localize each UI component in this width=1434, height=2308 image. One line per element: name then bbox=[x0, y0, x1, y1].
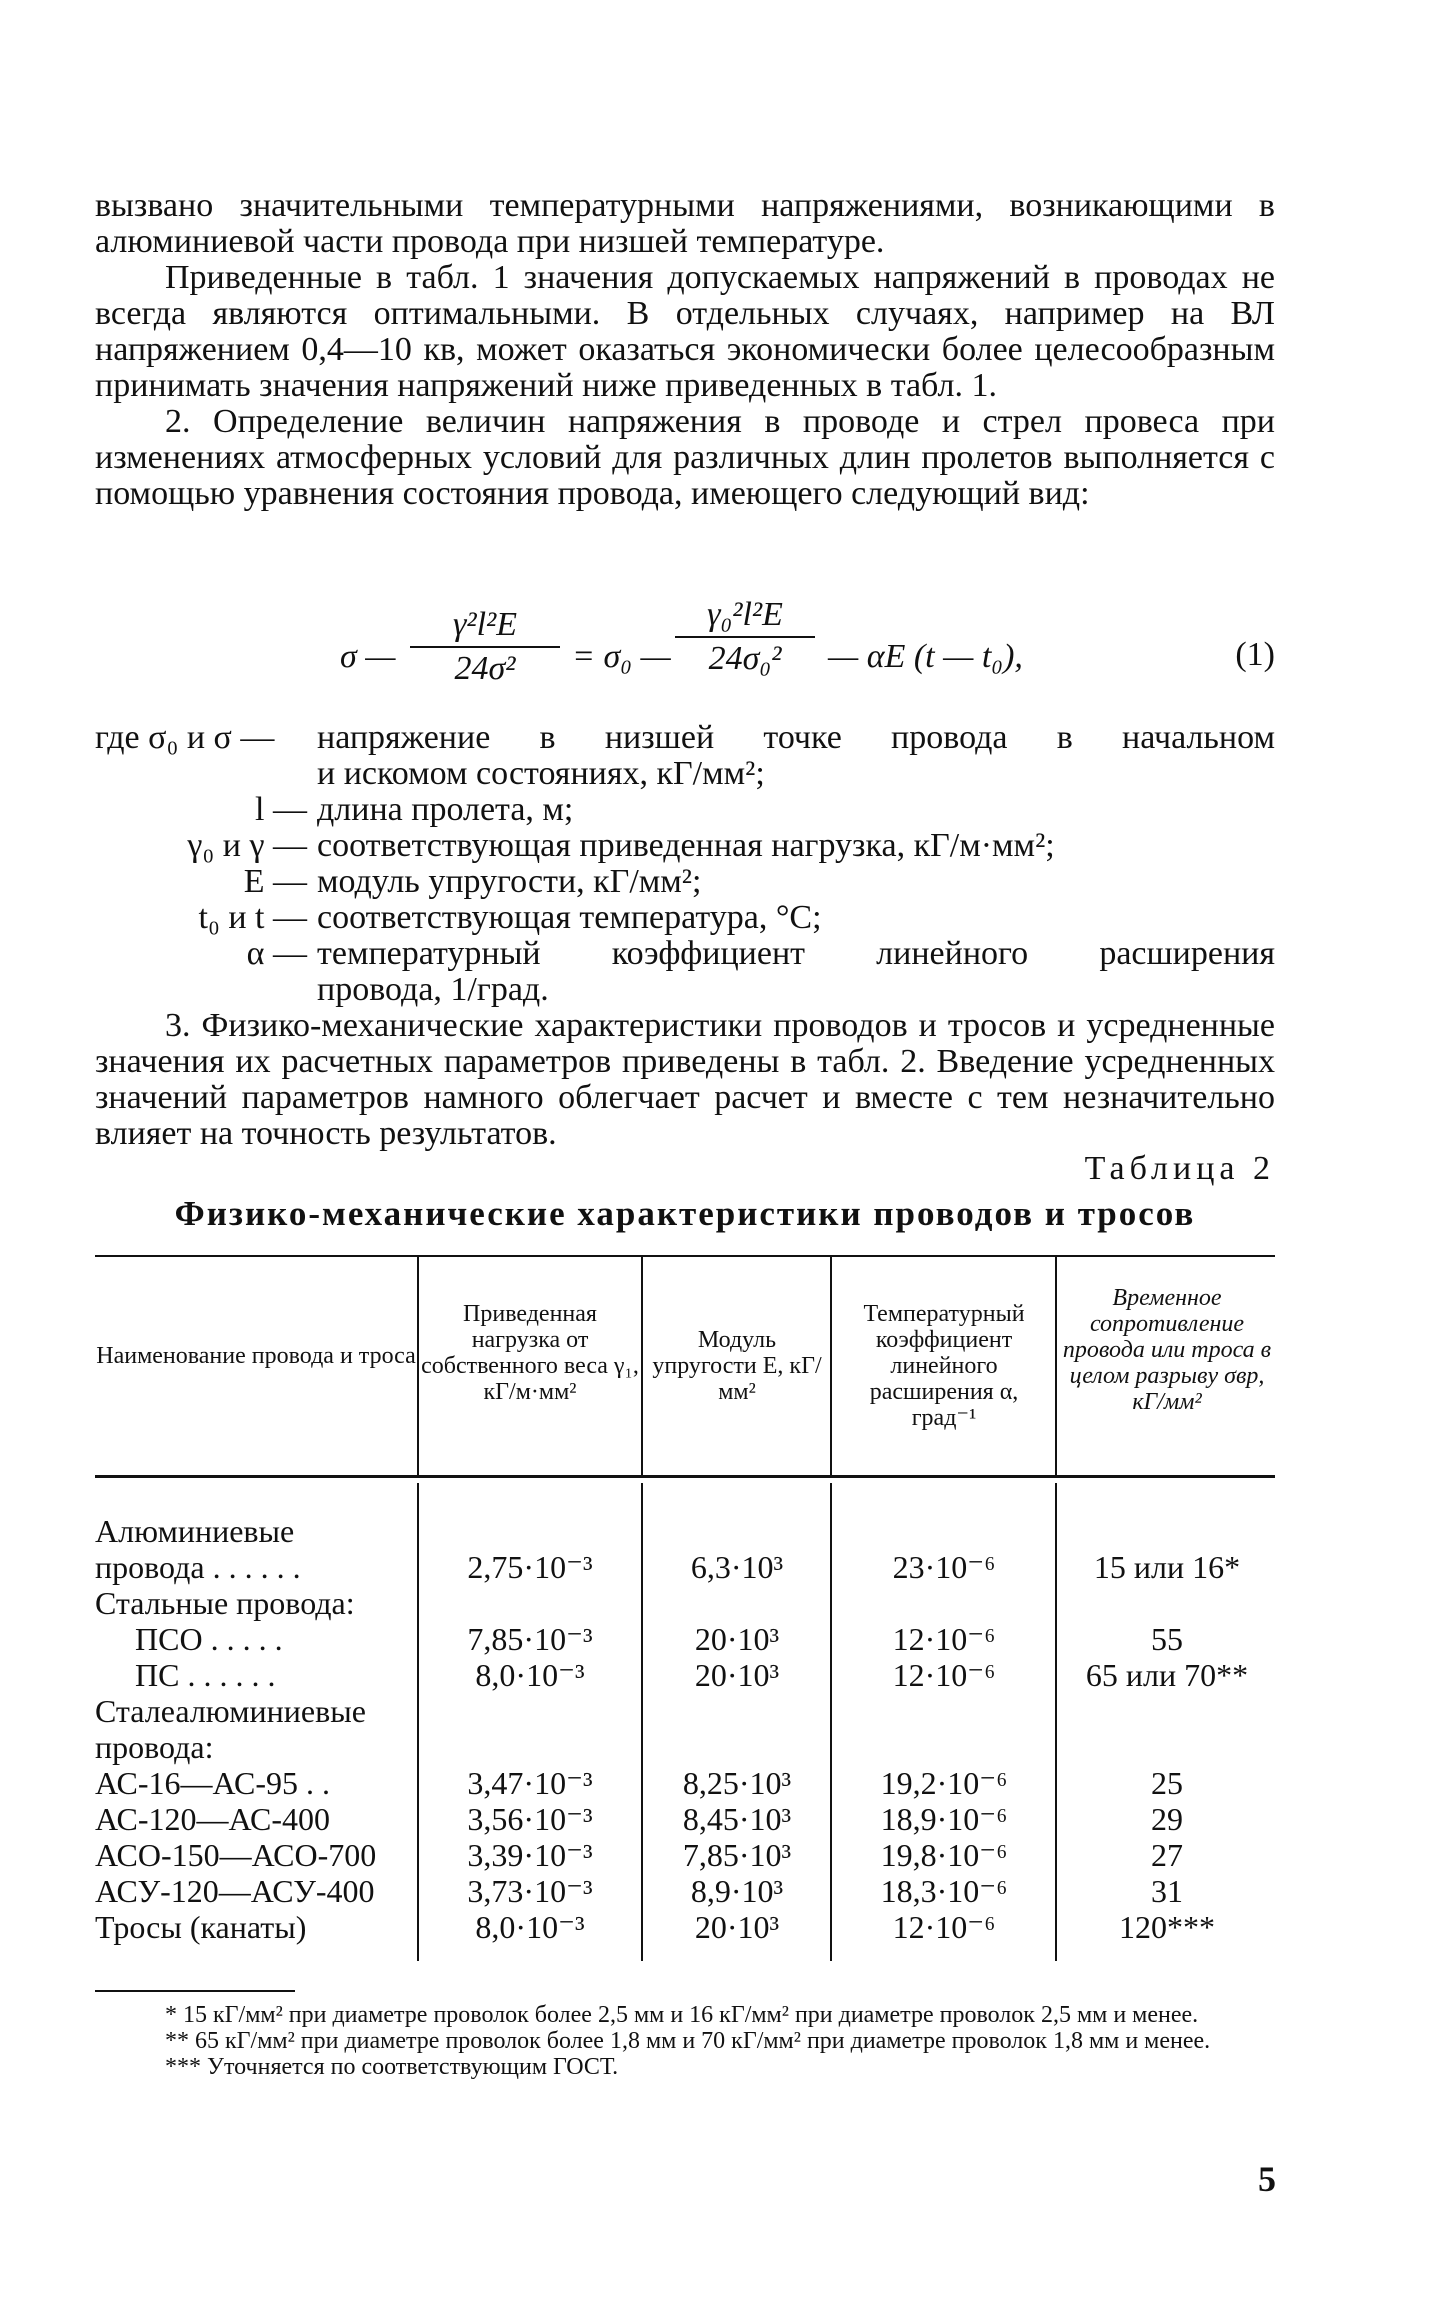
table-top-rule bbox=[95, 1255, 1275, 1257]
cell-coefficient: 12·10⁻⁶ bbox=[892, 1909, 996, 1945]
table-row-group-label: Стальные провода: bbox=[95, 1585, 355, 1621]
body-text-top bbox=[95, 188, 1275, 512]
footnote-3: *** Уточняется по соответствующим ГОСТ. bbox=[165, 2054, 619, 2080]
paragraph-3: 2. Определение величин напряжения в проводе и стрел провеса при изменениях атмосферных условий для различных длин пролетов выполняется с помощью уравнения состояния провода, имеющего следующий вид: bbox=[95, 403, 1275, 512]
definition-symbol: γ₀ и γ — bbox=[187, 827, 307, 864]
cell-coefficient: 19,2·10⁻⁶ bbox=[880, 1765, 1008, 1801]
column-divider bbox=[641, 1255, 643, 1475]
footnote-1: * 15 кГ/мм² при диаметре проволок более 2,5 мм и 16 кГ/мм² при диаметре проволок 2,5 мм и менее. bbox=[165, 2002, 1199, 2028]
formula-sigma: σ — bbox=[340, 638, 396, 675]
cell-resistance: 25 bbox=[1151, 1765, 1183, 1801]
paragraph-1: вызвано значительными температурными напряжениями, возникающими в алюминиевой части провода при низшей температуре. bbox=[95, 187, 1275, 260]
cell-name: Алюминиевые провода . . . . . . bbox=[95, 1513, 301, 1585]
cell-resistance: 65 или 70** bbox=[1085, 1657, 1249, 1693]
cell-load: 3,39·10⁻³ bbox=[467, 1837, 593, 1873]
header-modulus: Модуль упругости E, кГ/мм² bbox=[652, 1327, 822, 1405]
cell-name: АС-120—АС-400 bbox=[95, 1801, 331, 1837]
cell-resistance: 55 bbox=[1151, 1621, 1183, 1657]
definition-row bbox=[95, 864, 1275, 900]
cell-load: 8,0·10⁻³ bbox=[475, 1909, 585, 1945]
cell-load: 3,56·10⁻³ bbox=[467, 1801, 593, 1837]
cell-name: ПСО . . . . . bbox=[135, 1621, 283, 1657]
table-title: Физико-механические характеристики проводов и тросов bbox=[174, 1194, 1196, 1233]
cell-coefficient: 12·10⁻⁶ bbox=[892, 1657, 996, 1693]
equation-state bbox=[340, 596, 1275, 716]
cell-modulus: 8,9·10³ bbox=[690, 1873, 784, 1909]
definition-text: модуль упругости, кГ/мм²; bbox=[317, 863, 702, 900]
cell-load: 2,75·10⁻³ bbox=[467, 1549, 593, 1585]
paragraph-4: 3. Физико-механические характеристики проводов и тросов и усредненные значения их расчетных параметров приведены в табл. 2. Введение усредненных значений параметров намного облегчает расчет и вместе с тем незначительно влияет на точность результатов. bbox=[95, 1007, 1275, 1152]
footnote-rule bbox=[95, 1990, 295, 1992]
cell-resistance: 29 bbox=[1151, 1801, 1183, 1837]
definition-text: напряжение в низшей точке провода в начальном bbox=[317, 719, 1275, 756]
cell-coefficient: 23·10⁻⁶ bbox=[892, 1549, 996, 1585]
cell-name: АСО-150—АСО-700 bbox=[95, 1837, 377, 1873]
cell-coefficient: 18,9·10⁻⁶ bbox=[880, 1801, 1008, 1837]
cell-resistance: 31 bbox=[1151, 1873, 1183, 1909]
cell-modulus: 8,25·10³ bbox=[682, 1765, 792, 1801]
definition-symbol: t₀ и t — bbox=[198, 899, 307, 936]
column-divider bbox=[417, 1483, 419, 1961]
cell-name: ПС . . . . . . bbox=[135, 1657, 276, 1693]
definition-row bbox=[95, 828, 1275, 864]
formula-den-2: 24σ₀² bbox=[708, 640, 782, 677]
definition-row bbox=[95, 792, 1275, 828]
cell-resistance: 15 или 16* bbox=[1093, 1549, 1241, 1585]
definition-text: длина пролета, м; bbox=[317, 791, 574, 828]
formula-fraction-2 bbox=[675, 596, 815, 678]
cell-load: 8,0·10⁻³ bbox=[475, 1657, 585, 1693]
formula-num-2: γ₀²l²E bbox=[675, 596, 815, 638]
cell-load: 3,73·10⁻³ bbox=[467, 1873, 593, 1909]
definition-row bbox=[95, 720, 1275, 756]
cell-coefficient: 12·10⁻⁶ bbox=[892, 1621, 996, 1657]
cell-name: АСУ-120—АСУ-400 bbox=[95, 1873, 375, 1909]
definition-text: температурный коэффициент линейного расширения bbox=[317, 935, 1275, 972]
header-load: Приведенная нагрузка от собственного веса γ₁, кГ/м·мм² bbox=[421, 1301, 639, 1405]
definition-row bbox=[95, 936, 1275, 972]
table-header-rule bbox=[95, 1475, 1275, 1478]
column-divider bbox=[1055, 1483, 1057, 1961]
equation-number: (1) bbox=[1235, 636, 1275, 673]
footnote-2: ** 65 кГ/мм² при диаметре проволок более 1,8 мм и 70 кГ/мм² при диаметре проволок 1,8 мм и менее. bbox=[165, 2028, 1211, 2054]
formula-fraction-1 bbox=[410, 606, 560, 688]
definition-row bbox=[95, 972, 1275, 1008]
definition-text: соответствующая температура, °С; bbox=[317, 899, 822, 936]
column-divider bbox=[641, 1483, 643, 1961]
cell-name: АС-16—АС-95 . . bbox=[95, 1765, 331, 1801]
cell-modulus: 8,45·10³ bbox=[682, 1801, 792, 1837]
header-coefficient: Температурный коэффициент линейного расширения α, град⁻¹ bbox=[863, 1301, 1025, 1431]
paragraph-2: Приведенные в табл. 1 значения допускаемых напряжений в проводах не всегда являются оптимальными. В отдельных случаях, например на ВЛ напряжением 0,4—10 кв, может оказаться экономически более целесообразным принимать значения напряжений ниже приведенных в табл. 1. bbox=[95, 259, 1275, 404]
cell-modulus: 20·10³ bbox=[694, 1657, 780, 1693]
formula-num-1: γ²l²E bbox=[410, 606, 560, 648]
cell-name: Тросы (канаты) bbox=[95, 1909, 307, 1945]
definition-text: и искомом состояниях, кГ/мм²; bbox=[317, 755, 765, 792]
column-divider bbox=[830, 1255, 832, 1475]
body-text-bottom bbox=[95, 1008, 1275, 1152]
formula-den-1: 24σ² bbox=[454, 650, 516, 687]
definition-symbol: E — bbox=[243, 863, 307, 900]
header-name: Наименование провода и троса bbox=[96, 1343, 416, 1369]
definition-text: соответствующая приведенная нагрузка, кГ/м·мм²; bbox=[317, 827, 1055, 864]
table-row bbox=[95, 1513, 415, 1585]
definition-symbol: l — bbox=[255, 791, 307, 828]
header-resistance: Временное сопротивление провода или троса в целом разрыву σвр, кГ/мм² bbox=[1062, 1285, 1272, 1415]
cell-coefficient: 19,8·10⁻⁶ bbox=[880, 1837, 1008, 1873]
column-divider bbox=[830, 1483, 832, 1961]
formula-definitions bbox=[95, 720, 1275, 1008]
footnotes bbox=[95, 1990, 1275, 2080]
cell-modulus: 7,85·10³ bbox=[682, 1837, 792, 1873]
cell-resistance: 27 bbox=[1151, 1837, 1183, 1873]
formula-tail: — αE (t — t₀), bbox=[828, 638, 1023, 675]
cell-coefficient: 18,3·10⁻⁶ bbox=[880, 1873, 1008, 1909]
properties-table bbox=[95, 1255, 1275, 1970]
definition-symbol: где σ₀ и σ — bbox=[95, 719, 275, 756]
cell-resistance: 120*** bbox=[1119, 1909, 1215, 1945]
cell-load: 3,47·10⁻³ bbox=[467, 1765, 593, 1801]
cell-modulus: 20·10³ bbox=[694, 1909, 780, 1945]
table-row-group-label: Сталеалюминиевые провода: bbox=[95, 1693, 366, 1765]
definition-symbol: α — bbox=[246, 935, 307, 972]
column-divider bbox=[417, 1255, 419, 1475]
table-label: Таблица 2 bbox=[1084, 1150, 1275, 1187]
definition-row bbox=[95, 900, 1275, 936]
cell-load: 7,85·10⁻³ bbox=[467, 1621, 593, 1657]
cell-modulus: 20·10³ bbox=[694, 1621, 780, 1657]
cell-modulus: 6,3·10³ bbox=[690, 1549, 784, 1585]
definition-row bbox=[95, 756, 1275, 792]
definition-text: провода, 1/град. bbox=[317, 971, 549, 1008]
page-number: 5 bbox=[1258, 2159, 1276, 2199]
column-divider bbox=[1055, 1255, 1057, 1475]
formula-equals: = σ₀ — bbox=[572, 638, 671, 675]
